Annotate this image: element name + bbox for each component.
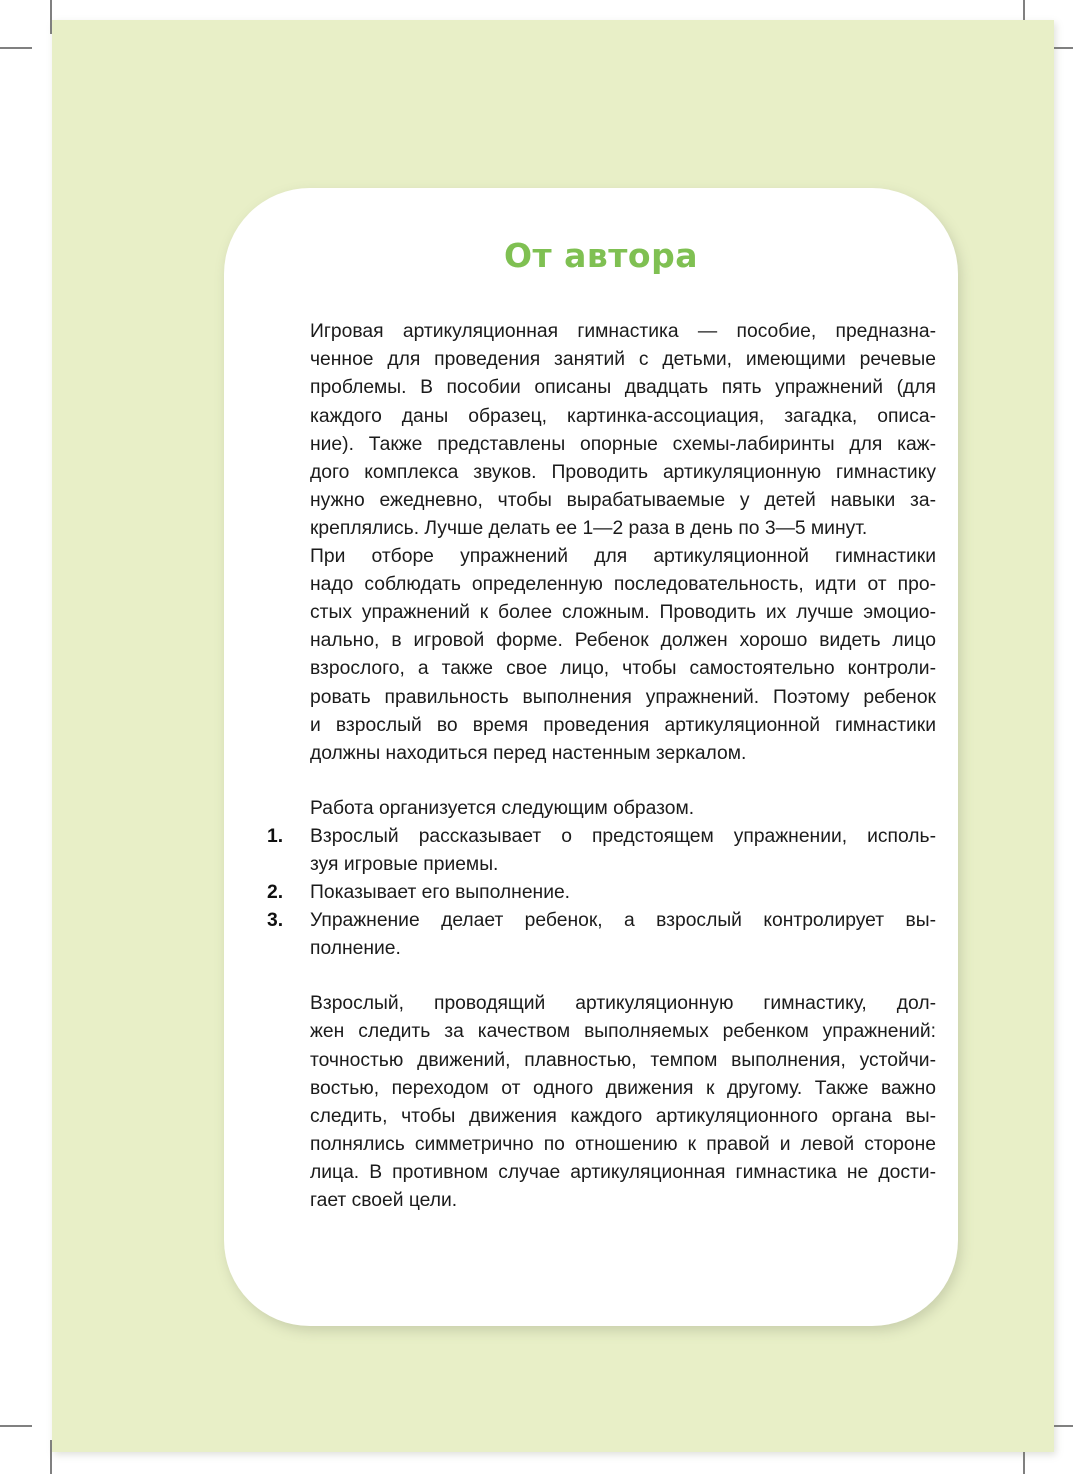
paragraph-line: стых упражнений к более сложным. Проводить их лучше эмоцио- <box>310 602 936 624</box>
list-item-line: полнение. <box>310 938 401 960</box>
paragraph-line: взрослого, а также свое лицо, чтобы самостоятельно контроли- <box>310 658 936 680</box>
paragraph-line: ние). Также представлены опорные схемы-лабиринты для каж- <box>310 433 936 455</box>
paragraph-line: При отборе упражнений для артикуляционной гимнастики <box>310 546 936 568</box>
numbered-list <box>266 823 936 963</box>
paragraph-line: дого комплекса звуков. Проводить артикуляционную гимнастику <box>310 461 936 483</box>
paragraph-line: следить, чтобы движения каждого артикуляционного органа вы- <box>310 1105 936 1127</box>
page-title: От автора <box>503 236 698 275</box>
list-item-line: Взрослый рассказывает о предстоящем упражнении, исполь- <box>310 825 936 847</box>
paragraph-line: полнялись симметрично по отношению к правой и левой стороне <box>310 1133 936 1155</box>
paragraph-line: и взрослый во время проведения артикуляционной гимнастики <box>310 714 936 736</box>
paragraph-selection <box>266 543 936 768</box>
content-card <box>224 188 958 1326</box>
list-item <box>266 907 936 963</box>
list-item-number: 2. <box>267 882 284 904</box>
paragraph-line: нужно ежедневно, чтобы вырабатываемые у детей навыки за- <box>310 489 936 511</box>
paragraph-line: точностью движений, плавностью, темпом выполнения, устойчи- <box>310 1049 936 1071</box>
paragraph-line: Взрослый, проводящий артикуляционную гимнастику, дол- <box>310 993 936 1015</box>
paragraph-line: нально, в игровой форме. Ребенок должен хорошо видеть лицо <box>310 630 936 652</box>
crop-mark-top-left-horizontal <box>0 47 32 49</box>
paragraph-line: ровать правильность выполнения упражнений. Поэтому ребенок <box>310 686 936 708</box>
paragraph-line: каждого даны образец, картинка-ассоциация, загадка, описа- <box>310 405 936 427</box>
paragraph-line: надо соблюдать определенную последовательность, идти от про- <box>310 574 936 596</box>
list-item-number: 3. <box>267 910 284 932</box>
paragraph-line: востью, переходом от одного движения к другому. Также важно <box>310 1077 936 1099</box>
list-item-line: зуя игровые приемы. <box>310 853 499 875</box>
paragraph-line: жен следить за качеством выполняемых ребенком упражнений: <box>310 1021 936 1043</box>
paragraph-line: лица. В противном случае артикуляционная гимнастика не дости- <box>310 1161 936 1183</box>
list-item <box>266 879 936 907</box>
body-text <box>266 318 936 1215</box>
paragraph-closing <box>266 990 936 1215</box>
page-background <box>52 20 1054 1452</box>
paragraph-line: проблемы. В пособии описаны двадцать пять упражнений (для <box>310 377 936 399</box>
paragraph-line: креплялись. Лучше делать ее 1—2 раза в день по 3—5 минут. <box>310 517 868 539</box>
card-inner <box>266 238 936 1215</box>
paragraph-line: ченное для проведения занятий с детьми, имеющими речевые <box>310 349 936 371</box>
list-item <box>266 823 936 879</box>
list-item-line: Показывает его выполнение. <box>310 882 571 904</box>
paragraph-intro <box>266 318 936 543</box>
list-item-number: 1. <box>267 825 284 847</box>
list-item-line: Упражнение делает ребенок, а взрослый контролирует вы- <box>310 910 936 932</box>
crop-mark-bottom-left-horizontal <box>0 1425 32 1427</box>
paragraph-line: Игровая артикуляционная гимнастика — пособие, предназна- <box>310 321 936 343</box>
list-intro: Работа организуется следующим образом. <box>310 797 695 819</box>
paragraph-line: гает своей цели. <box>310 1190 458 1212</box>
paragraph-line: должны находиться перед настенным зеркалом. <box>310 742 747 764</box>
